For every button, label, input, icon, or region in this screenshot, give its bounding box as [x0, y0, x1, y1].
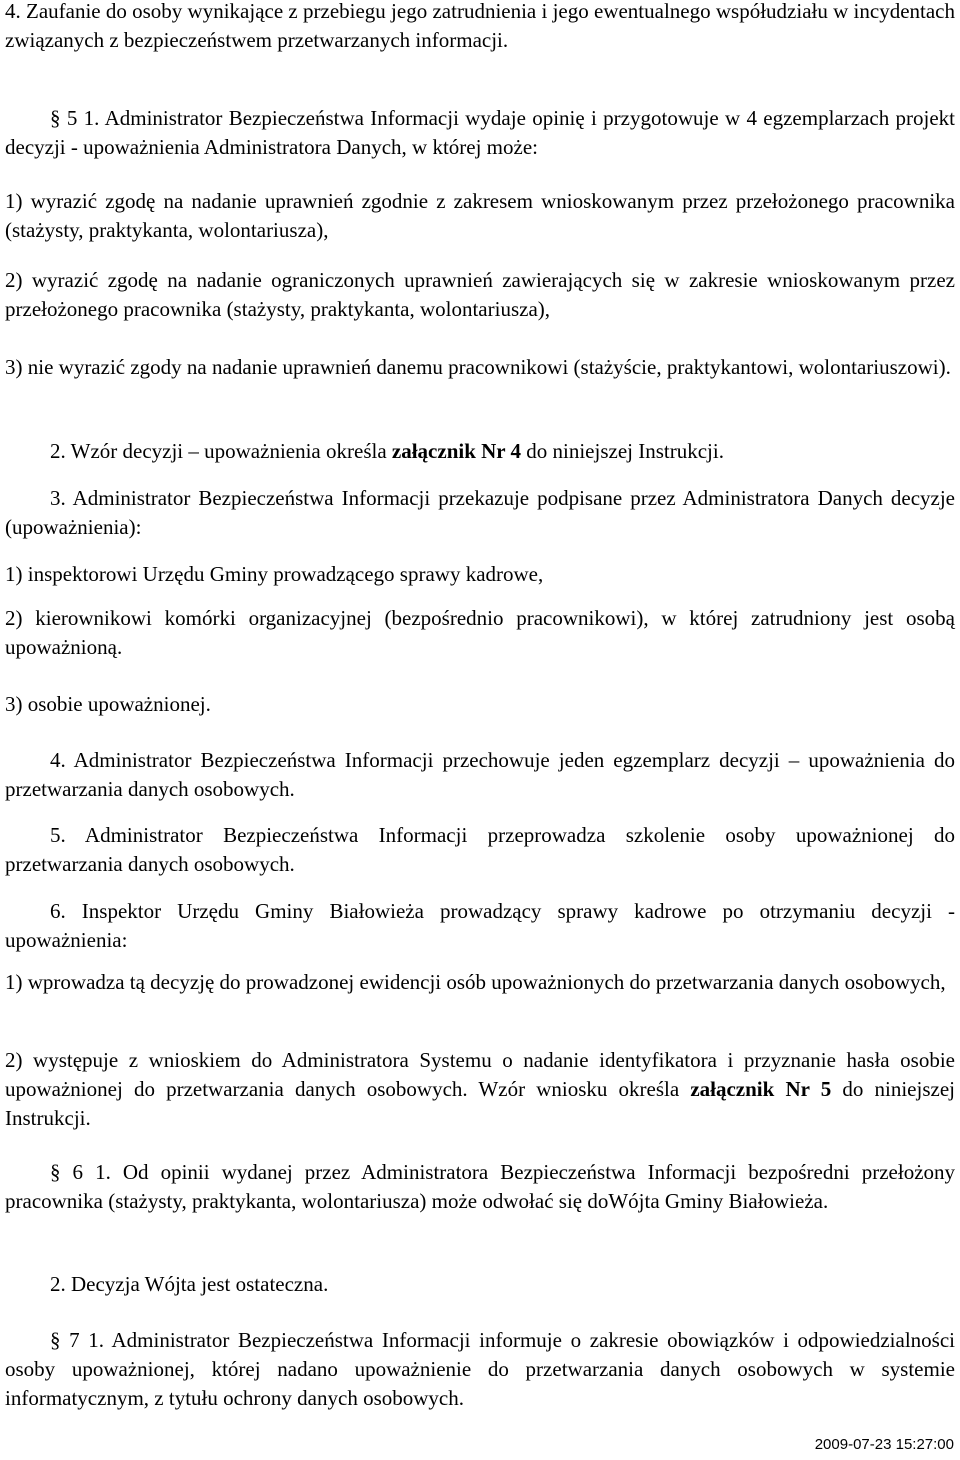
option-1: 1) wyrazić zgodę na nadanie uprawnień zgodnie z zakresem wnioskowanym przez przełożonego pracownika (stażysty, praktykanta, wolontariusza),: [5, 189, 955, 242]
item-4-paragraph: [5, 746, 955, 804]
item-5-paragraph: [5, 821, 955, 879]
section-6-paragraph: [5, 1158, 955, 1216]
section-5-paragraph: [5, 104, 955, 162]
section-7-paragraph: [5, 1326, 955, 1413]
section-7-number: § 7 1.: [50, 1328, 105, 1352]
recipient-2: 2) kierownikowi komórki organizacyjnej (bezpośrednio pracownikowi), w której zatrudniony jest osobą upoważnioną.: [5, 606, 955, 659]
item-2-text-end: do niniejszej Instrukcji.: [521, 439, 724, 463]
action-2-paragraph: [5, 1046, 955, 1133]
item-5-text: 5. Administrator Bezpieczeństwa Informacji przeprowadza szkolenie osoby upoważnionej do przetwarzania danych osobowych.: [5, 823, 955, 876]
section-6-number: § 6 1.: [50, 1160, 111, 1184]
section-6-item-2-paragraph: [5, 1270, 955, 1299]
item-2-text: 2. Wzór decyzji – upoważnienia określa: [50, 439, 392, 463]
item-6-paragraph: [5, 897, 955, 955]
print-timestamp: 2009-07-23 15:27:00: [814, 1436, 954, 1453]
section-6-item-2-text: 2. Decyzja Wójta jest ostateczna.: [50, 1272, 329, 1296]
item-4-zaufanie: 4. Zaufanie do osoby wynikające z przebiegu jego zatrudnienia i jego ewentualnego współudziału w incydentach związanych z bezpieczeństwem przetwarzanych informacji.: [5, 0, 955, 52]
attachment-5-reference: załącznik Nr 5: [690, 1077, 832, 1101]
action-1: 1) wprowadza tą decyzję do prowadzonej ewidencji osób upoważnionych do przetwarzania danych osobowych,: [5, 970, 946, 994]
section-7-text: Administrator Bezpieczeństwa Informacji informuje o zakresie obowiązków i odpowiedzialności osoby upoważnionej, której nadano upoważnienie do przetwarzania danych osobowych w systemie informatycznym, z tytułu ochrony danych osobowych.: [5, 1328, 956, 1410]
recipient-3: 3) osobie upoważnionej.: [5, 692, 211, 716]
recipient-1: 1) inspektorowi Urzędu Gminy prowadzącego sprawy kadrowe,: [5, 562, 544, 586]
item-6-text: 6. Inspektor Urzędu Gminy Białowieża prowadzący sprawy kadrowe po otrzymaniu decyzji - upoważnienia:: [5, 899, 955, 952]
action-2-text-end: do niniejszej Instrukcji.: [5, 1077, 955, 1130]
option-3: 3) nie wyrazić zgody na nadanie uprawnień danemu pracownikowi (stażyście, praktykantowi, wolontariuszowi).: [5, 355, 951, 379]
action-2-text: 2) występuje z wnioskiem do Administratora Systemu o nadanie identyfikatora i przyznanie hasła osobie upoważnionej do przetwarzania danych osobowych. Wzór wniosku określa: [5, 1048, 955, 1101]
section-5-number: § 5 1.: [50, 106, 100, 130]
item-3-text: 3. Administrator Bezpieczeństwa Informacji przekazuje podpisane przez Administratora Danych decyzje (upoważnienia):: [5, 486, 955, 539]
item-4-text: 4. Administrator Bezpieczeństwa Informacji przechowuje jeden egzemplarz decyzji – upoważnienia do przetwarzania danych osobowych.: [5, 748, 955, 801]
attachment-4-reference: załącznik Nr 4: [391, 439, 522, 463]
section-5-text: Administrator Bezpieczeństwa Informacji wydaje opinię i przygotowuje w 4 egzemplarzach projekt decyzji - upoważnienia Administratora Danych, w której może:: [5, 106, 956, 159]
item-3-paragraph: [5, 484, 955, 542]
item-2-paragraph: [5, 437, 955, 466]
option-2: 2) wyrazić zgodę na nadanie ograniczonych uprawnień zawierających się w zakresie wnioskowanym przez przełożonego pracownika (stażysty, praktykanta, wolontariusza),: [5, 268, 955, 321]
section-6-text: Od opinii wydanej przez Administratora Bezpieczeństwa Informacji bezpośredni przełożony pracownika (stażysty, praktykanta, wolontariusza) może odwołać się doWójta Gminy Białowieża.: [5, 1160, 956, 1213]
